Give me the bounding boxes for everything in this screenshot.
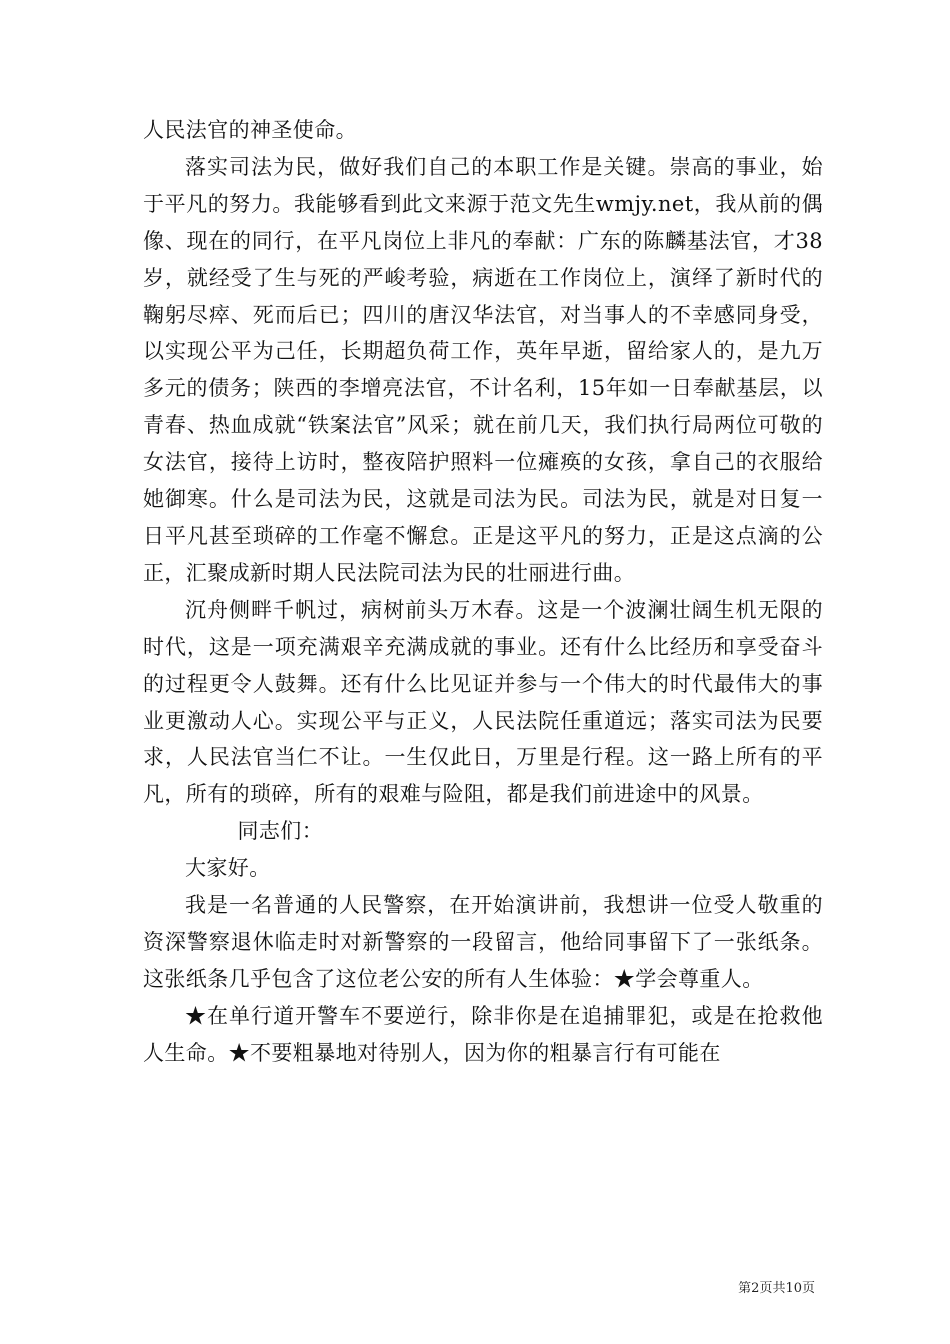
paragraph-1: 人民法官的神圣使命。: [143, 118, 357, 142]
page-number-footer: 第2页共10页: [738, 1281, 815, 1296]
paragraph-4: 我是一名普通的人民警察，在开始演讲前，我想讲一位受人敬重的资深警察退休临走时对新警察的一段留言，他给同事留下了一张纸条。这张纸条几乎包含了这位老公安的所有人生体验：★学会尊重人。: [143, 893, 823, 991]
salutation-line: 大家好。: [185, 856, 271, 881]
greeting-line: 同志们：: [237, 819, 324, 844]
paragraph-3: 沉舟侧畔千帆过，病树前头万木春。这是一个波澜壮阔生机无限的时代，这是一项充满艰辛充满成就的事业。还有什么比经历和享受奋斗的过程更令人鼓舞。还有什么比见证并参与一个伟大的时代最伟大的事业更激动人心。实现公平与正义，人民法院任重道远；落实司法为民要求，人民法官当仁不让。一生仅此日，万里是行程。这一路上所有的平凡，所有的琐碎，所有的艰难与险阻，都是我们前进途中的风景。: [143, 597, 823, 807]
paragraph-2: 落实司法为民，做好我们自己的本职工作是关键。崇高的事业，始于平凡的努力。我能够看到此文来源于范文先生wmjy.net，我从前的偶像、现在的同行，在平凡岗位上非凡的奉献：广东的陈麟基法官，才38岁，就经受了生与死的严峻考验，病逝在工作岗位上，演绎了新时代的鞠躬尽瘁、死而后已；四川的唐汉华法官，对当事人的不幸感同身受，以实现公平为己任，长期超负荷工作，英年早逝，留给家人的，是九万多元的债务；陕西的李增亮法官，不计名利，15年如一日奉献基层，以青春、热血成就“铁案法官”风采；就在前几天，我们执行局两位可敬的女法官，接待上访时，整夜陪护照料一位瘫痪的女孩，拿自己的衣服给她御寒。什么是司法为民，这就是司法为民。司法为民，就是对日复一日平凡甚至琐碎的工作毫不懈怠。正是这平凡的努力，正是这点滴的公正，汇聚成新时期人民法院司法为民的壮丽进行曲。: [143, 154, 823, 585]
document-body: [143, 112, 823, 1072]
paragraph-5: ★在单行道开警车不要逆行，除非你是在追捕罪犯，或是在抢救他人生命。★不要粗暴地对待别人，因为你的粗暴言行有可能在: [143, 1003, 823, 1065]
